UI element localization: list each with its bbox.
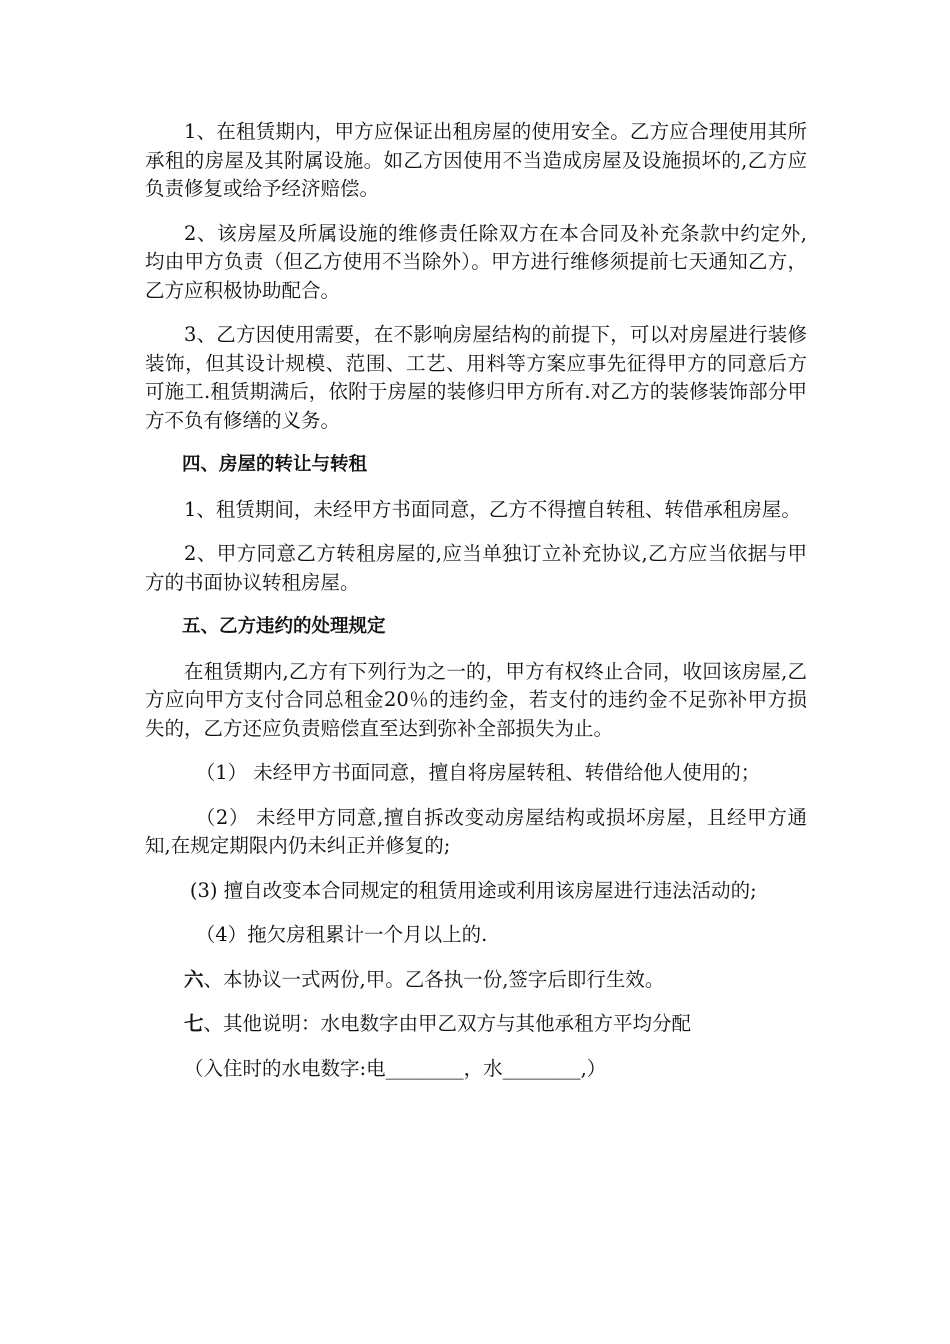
paragraph-4-1: 1、租赁期间，未经甲方书面同意，乙方不得擅自转租、转借承租房屋。 [184, 497, 801, 521]
paragraph-2: 2、该房屋及所属设施的维修责任除双方在本合同及补充条款中约定外,均由甲方负责（但乙方使用不当除外）。甲方进行维修须提前七天通知乙方，乙方应积极协助配合。 [145, 221, 807, 302]
list-item-4: （4）拖欠房租累计一个月以上的. [195, 923, 488, 946]
list-item-3: (3) 擅自改变本合同规定的租赁用途或利用该房屋进行违法活动的; [189, 878, 757, 902]
section-7 [145, 1010, 807, 1039]
section-7-note: （入住时的水电数字:电________，水________,） [184, 1056, 607, 1080]
section-7-text: 、其他说明：水电数字由甲乙双方与其他承租方平均分配 [203, 1012, 692, 1035]
section-6-lead: 六 [184, 967, 204, 991]
section-6-text: 、本协议一式两份,甲。乙各执一份,签字后即行生效。 [203, 967, 665, 991]
list-item-2: （2） 未经甲方同意,擅自拆改变动房屋结构或损坏房屋，且经甲方通知,在规定期限内仍未纠正并修复的; [145, 805, 807, 857]
paragraph-3: 3、乙方因使用需要，在不影响房屋结构的前提下，可以对房屋进行装修装饰，但其设计规模、范围、工艺、用料等方案应事先征得甲方的同意后方可施工.租赁期满后，依附于房屋的装修归甲方所有.对乙方的装修装饰部分甲方不负有修缮的义务。 [145, 323, 807, 432]
section-heading-5: 五、乙方违约的处理规定 [182, 616, 386, 637]
paragraph-1: 1、在租赁期内，甲方应保证出租房屋的使用安全。乙方应合理使用其所承租的房屋及其附属设施。如乙方因使用不当造成房屋及设施损坏的,乙方应负责修复或给予经济赔偿。 [145, 120, 807, 200]
section-7-lead: 七 [184, 1012, 204, 1035]
paragraph-4-2: 2、甲方同意乙方转租房屋的,应当单独订立补充协议,乙方应当依据与甲方的书面协议转租房屋。 [145, 542, 807, 594]
section-heading-4: 四、房屋的转让与转租 [182, 454, 368, 475]
paragraph-5: 在租赁期内,乙方有下列行为之一的，甲方有权终止合同，收回该房屋,乙方应向甲方支付合同总租金20％的违约金，若支付的违约金不足弥补甲方损失的，乙方还应负责赔偿直至达到弥补全部损失为止。 [145, 659, 807, 740]
list-item-1: （1） 未经甲方书面同意，擅自将房屋转租、转借给他人使用的； [195, 761, 761, 784]
section-6 [145, 966, 807, 995]
document-page [145, 118, 807, 1099]
